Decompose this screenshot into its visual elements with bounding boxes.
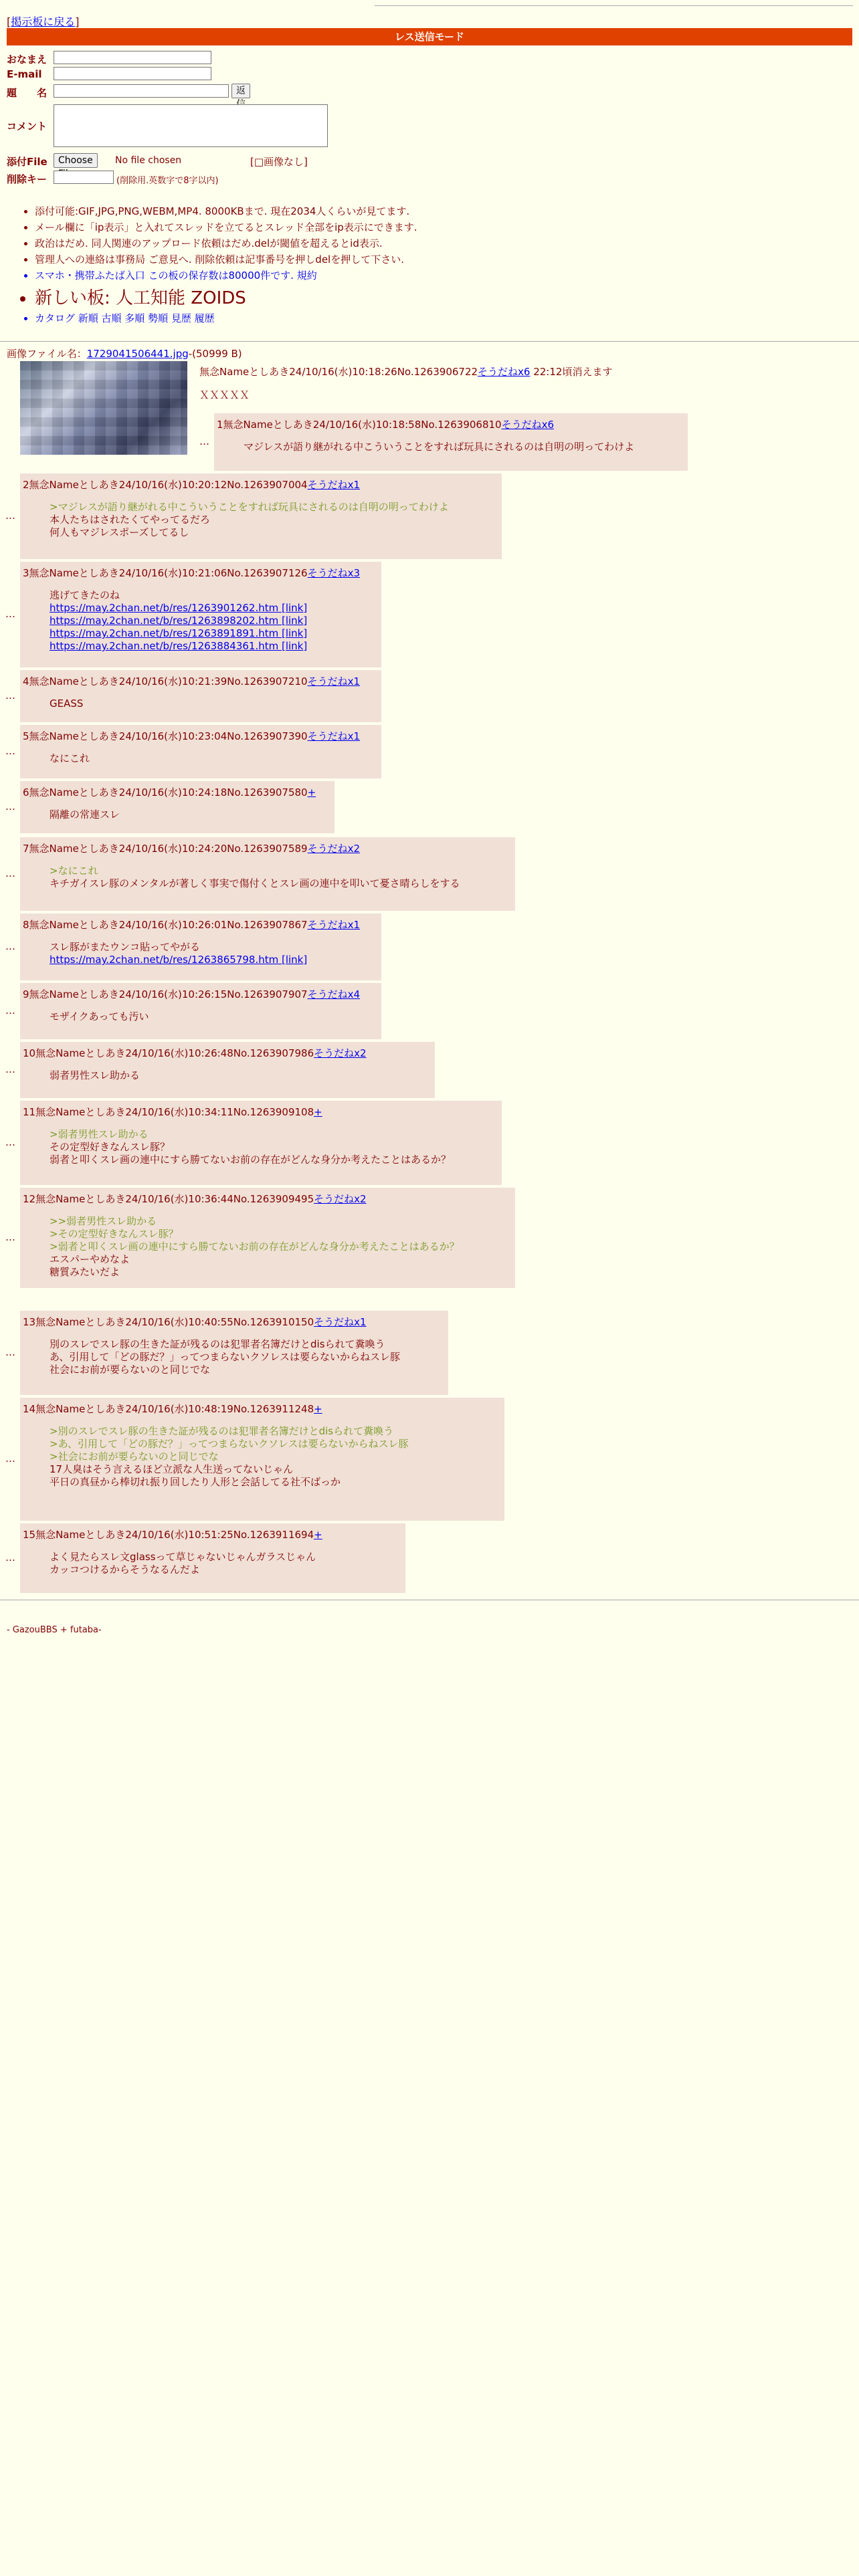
reply-indent-marker: … — [5, 1346, 15, 1358]
reply-body — [50, 1215, 515, 1279]
sodane-link[interactable]: そうだねx2 — [314, 1193, 367, 1205]
body-line: エスパーやめなよ — [50, 1253, 130, 1265]
reply-post — [20, 1398, 504, 1521]
reply-body — [50, 941, 381, 966]
reply-body — [50, 1069, 435, 1082]
file-label: 添付File — [7, 156, 47, 168]
reply-indent-marker: … — [5, 1004, 15, 1016]
body-line: モザイクあっても汚い — [50, 1010, 149, 1023]
sodane-link[interactable]: + — [314, 1403, 322, 1415]
reply-header — [23, 729, 381, 743]
reply-header — [23, 841, 515, 855]
sodane-link[interactable]: そうだねx1 — [307, 919, 360, 931]
reply-post — [20, 1101, 502, 1185]
reply-header — [23, 987, 381, 1001]
reply-body — [50, 809, 335, 821]
quote-line: >なにこれ — [50, 865, 98, 877]
reply-post — [20, 914, 381, 980]
reply-meta: 2無念Nameとしあき24/10/16(水)10:20:12No.1263907004 — [23, 479, 308, 491]
body-line: その定型好きなんスレ豚？ — [50, 1141, 171, 1153]
sodane-link[interactable]: そうだねx3 — [307, 567, 360, 579]
thread-link[interactable]: https://may.2chan.net/b/res/1263901262.htm [link] — [50, 602, 308, 614]
reply-header — [217, 417, 688, 431]
reply-meta: 7無念Nameとしあき24/10/16(水)10:24:20No.1263907589 — [23, 843, 308, 855]
body-line: 本人たちはされたくてやってるだろ — [50, 514, 211, 526]
reply-header — [23, 674, 381, 688]
body-line: キチガイスレ豚のメンタルが著しく事実で傷付くとスレ画の連中を叩いて憂さ晴らしをする — [50, 877, 460, 889]
reply-indent-marker: … — [5, 745, 15, 757]
reply-header — [23, 566, 381, 580]
reply-meta: 10無念Nameとしあき24/10/16(水)10:26:48No.1263907986 — [23, 1047, 314, 1059]
name-input[interactable] — [54, 51, 211, 64]
reply-body — [50, 865, 515, 890]
top-divider — [375, 5, 853, 6]
reply-meta: 13無念Nameとしあき24/10/16(水)10:40:55No.1263910150 — [23, 1316, 314, 1328]
thread-link[interactable]: https://may.2chan.net/b/res/1263891891.htm [link] — [50, 627, 308, 639]
reply-body — [50, 501, 502, 539]
reply-indent-marker: … — [199, 435, 209, 447]
reply-header — [23, 1315, 448, 1329]
reply-indent-marker: … — [5, 1063, 15, 1075]
reply-post — [20, 983, 381, 1039]
reply-indent-marker: … — [5, 689, 15, 702]
sodane-link[interactable]: + — [314, 1106, 322, 1118]
divider — [0, 341, 859, 342]
image-file-link[interactable]: 1729041506441.jpg — [86, 348, 189, 360]
reply-body — [244, 441, 688, 453]
body-line: 弱者と叩くスレ画の連中にすら勝てないお前の存在がどんな身分か考えたことはあるか？ — [50, 1154, 452, 1166]
no-image-checkbox[interactable]: [□画像なし] — [250, 156, 308, 168]
delete-key-input[interactable] — [54, 171, 114, 184]
reply-meta: 12無念Nameとしあき24/10/16(水)10:36:44No.1263909495 — [23, 1193, 314, 1205]
reply-header — [23, 1402, 504, 1416]
body-line: 逃げてきたのね — [50, 589, 120, 601]
quote-line: >弱者男性スレ助かる — [50, 1128, 149, 1140]
sodane-link[interactable]: そうだねx6 — [501, 419, 554, 431]
reply-meta: 1無念Nameとしあき24/10/16(水)10:18:58No.1263906810 — [217, 419, 502, 431]
catalog-links[interactable]: • カタログ 新順 古順 多順 勢順 見歴 履歴 — [35, 311, 417, 325]
sodane-link[interactable]: そうだねx4 — [307, 988, 360, 1000]
rule-item: • 管理人への連絡は事務局 ご意見へ. 削除依頼は記事番号を押しdelを押して下さい. — [35, 252, 417, 266]
body-line: 平日の真昼から棒切れ振り回したり人形と会話してる社不ばっか — [50, 1476, 341, 1488]
reply-meta: 9無念Nameとしあき24/10/16(水)10:26:15No.1263907907 — [23, 988, 308, 1000]
reply-header — [23, 918, 381, 932]
quote-line: >弱者と叩くスレ画の連中にすら勝てないお前の存在がどんな身分か考えたことはあるか？ — [50, 1241, 460, 1253]
reply-indent-marker: … — [5, 1231, 15, 1243]
sodane-link[interactable]: そうだねx1 — [314, 1316, 367, 1328]
reply-header — [23, 785, 335, 799]
body-line: スレ豚がまたウンコ貼ってやがる — [50, 941, 201, 953]
quote-line: >マジレスが語り継がれる中こういうことをすれば玩具にされるのは自明の明ってわけよ — [50, 501, 449, 513]
footer: - GazouBBS + futaba- — [7, 1625, 102, 1635]
sodane-link[interactable]: そうだねx2 — [307, 843, 360, 855]
quote-line: >その定型好きなんスレ豚？ — [50, 1228, 179, 1240]
rule-item: • メール欄に「ip表示」と入れてスレッドを立てるとスレッド全部をip表示にできます. — [35, 220, 417, 234]
thread-link[interactable]: https://may.2chan.net/b/res/1263898202.htm [link] — [50, 615, 308, 627]
reply-indent-marker: … — [5, 1551, 15, 1564]
reply-header — [23, 477, 502, 492]
reply-header — [23, 1105, 502, 1119]
reply-indent-marker: … — [5, 608, 15, 620]
body-line: マジレスが語り継がれる中こういうことをすれば玩具にされるのは自明の明ってわけよ — [244, 441, 635, 453]
body-line: 弱者男性スレ助かる — [50, 1069, 140, 1081]
submit-reply-button[interactable]: 返 — [231, 84, 250, 98]
reply-meta: 4無念Nameとしあき24/10/16(水)10:21:39No.1263907210 — [23, 675, 308, 687]
name-label: おなまえ — [7, 53, 47, 66]
reply-post — [20, 562, 381, 667]
op-header: 無念Nameとしあき24/10/16(水)10:18:26No.1263906722そうだねx6 22:12頃消えます — [199, 366, 613, 378]
body-line: 別のスレでスレ豚の生きた証が残るのは犯罪者名簿だけとdisられて糞喚う — [50, 1338, 385, 1350]
reply-post — [20, 725, 381, 778]
reply-body — [50, 1128, 502, 1166]
reply-indent-marker: … — [5, 800, 15, 813]
subject-label: 題 名 — [7, 87, 47, 99]
sodane-link[interactable]: そうだねx1 — [307, 479, 360, 491]
sodane-link[interactable]: そうだねx1 — [307, 730, 360, 742]
rule-item: • 添付可能:GIF,JPG,PNG,WEBM,MP4. 8000KBまで. 現在2034人くらいが見てます. — [35, 204, 417, 218]
comment-textarea[interactable] — [54, 104, 328, 147]
body-line: GEASS — [50, 697, 84, 710]
reply-body — [50, 1425, 504, 1489]
board-rules — [20, 204, 417, 327]
subject-input[interactable] — [54, 84, 229, 98]
body-line: 糖質みたいだよ — [50, 1266, 120, 1278]
reply-header — [23, 1527, 405, 1541]
email-label: E-mail — [7, 68, 42, 80]
image-file-info: 画像ファイル名：1729041506441.jpg-(50999 B) — [7, 348, 242, 360]
reply-body — [50, 589, 381, 653]
back-to-board-link[interactable]: 掲示板に戻る — [11, 15, 76, 28]
reply-meta: 14無念Nameとしあき24/10/16(水)10:48:19No.1263911248 — [23, 1403, 314, 1415]
reply-post — [20, 1188, 515, 1288]
choose-file-button[interactable]: Choose — [54, 153, 98, 168]
reply-meta: 11無念Nameとしあき24/10/16(水)10:34:11No.1263909108 — [23, 1106, 314, 1118]
delkey-note: (削除用.英数字で8字以内) — [116, 176, 219, 186]
sodane-link[interactable]: そうだねx6 — [478, 366, 531, 378]
body-line: 17人臭はそう言えるほど立派な人生送ってないじゃん — [50, 1463, 294, 1475]
reply-mode-bar: レス送信モード — [7, 28, 852, 45]
delkey-label: 削除キー — [7, 173, 47, 185]
sodane-link[interactable]: そうだねx1 — [307, 675, 360, 687]
reply-indent-marker: … — [5, 867, 15, 879]
reply-post — [214, 413, 688, 471]
reply-body — [50, 1551, 405, 1576]
reply-meta: 15無念Nameとしあき24/10/16(水)10:51:25No.1263911694 — [23, 1529, 314, 1541]
body-line: 何人もマジレスポーズしてるし — [50, 526, 189, 538]
new-boards[interactable]: • 新しい板: 人工知能 ZOIDS — [35, 284, 417, 309]
quote-line: >別のスレでスレ豚の生きた証が残るのは犯罪者名簿だけとdisられて糞喚う — [50, 1425, 394, 1437]
op-body: ＸＸＸＸＸ — [199, 389, 250, 401]
sodane-link[interactable]: + — [307, 786, 316, 798]
rule-item-links[interactable]: • スマホ・携帯ふたば入口 この板の保存数は80000件です. 規約 — [35, 268, 417, 282]
reply-meta: 5無念Nameとしあき24/10/16(水)10:23:04No.1263907390 — [23, 730, 308, 742]
reply-meta: 8無念Nameとしあき24/10/16(水)10:26:01No.1263907867 — [23, 919, 308, 931]
quote-line: >社会にお前が要らないのと同じでな — [50, 1451, 219, 1463]
body-line: よく見たらスレ文glassって草じゃないじゃんガラスじゃん — [50, 1551, 316, 1563]
reply-body — [50, 697, 381, 710]
reply-meta: 3無念Nameとしあき24/10/16(水)10:21:06No.1263907126 — [23, 567, 308, 579]
reply-post — [20, 1311, 448, 1395]
reply-post — [20, 781, 335, 833]
reply-header — [23, 1046, 435, 1060]
thread-link[interactable]: https://may.2chan.net/b/res/1263865798.htm [link] — [50, 954, 308, 966]
sodane-link[interactable]: + — [314, 1529, 322, 1541]
email-input[interactable] — [54, 67, 211, 80]
body-line: あ、引用して「どの豚だ？」ってつまらないクソレスは要らないからねスレ豚 — [50, 1351, 400, 1363]
reply-meta: 6無念Nameとしあき24/10/16(水)10:24:18No.1263907580 — [23, 786, 308, 798]
sodane-link[interactable]: そうだねx2 — [314, 1047, 367, 1059]
reply-indent-marker: … — [5, 1136, 15, 1148]
reply-body — [50, 752, 381, 765]
reply-post — [20, 670, 381, 722]
quote-line: >>弱者男性スレ助かる — [50, 1215, 157, 1227]
reply-post — [20, 473, 502, 559]
reply-post — [20, 837, 515, 911]
rule-item: • 政治はだめ. 同人関連のアップロード依頼はだめ.delが閾値を超えるとid表示. — [35, 236, 417, 250]
body-line: 社会にお前が要らないのと同じでな — [50, 1364, 211, 1376]
reply-body — [50, 1010, 381, 1023]
body-line: 隔離の常連スレ — [50, 809, 120, 821]
reply-indent-marker: … — [5, 1453, 15, 1465]
quote-line: >あ、引用して「どの豚だ？」ってつまらないクソレスは要らないからねスレ豚 — [50, 1438, 409, 1450]
thread-link[interactable]: https://may.2chan.net/b/res/1263884361.htm [link] — [50, 640, 308, 652]
reply-body — [50, 1338, 448, 1376]
reply-indent-marker: … — [5, 510, 15, 522]
reply-post — [20, 1042, 435, 1098]
reply-header — [23, 1192, 515, 1206]
body-line: なにこれ — [50, 752, 90, 764]
reply-indent-marker: … — [5, 940, 15, 952]
back-nav: [掲示板に戻る] — [7, 15, 80, 28]
comment-label: コメント — [7, 120, 47, 132]
no-file-text: No file chosen — [115, 155, 182, 166]
body-line: カッコつけるからそうなるんだよ — [50, 1564, 200, 1576]
reply-post — [20, 1523, 405, 1593]
thread-image-thumbnail[interactable] — [20, 361, 187, 455]
